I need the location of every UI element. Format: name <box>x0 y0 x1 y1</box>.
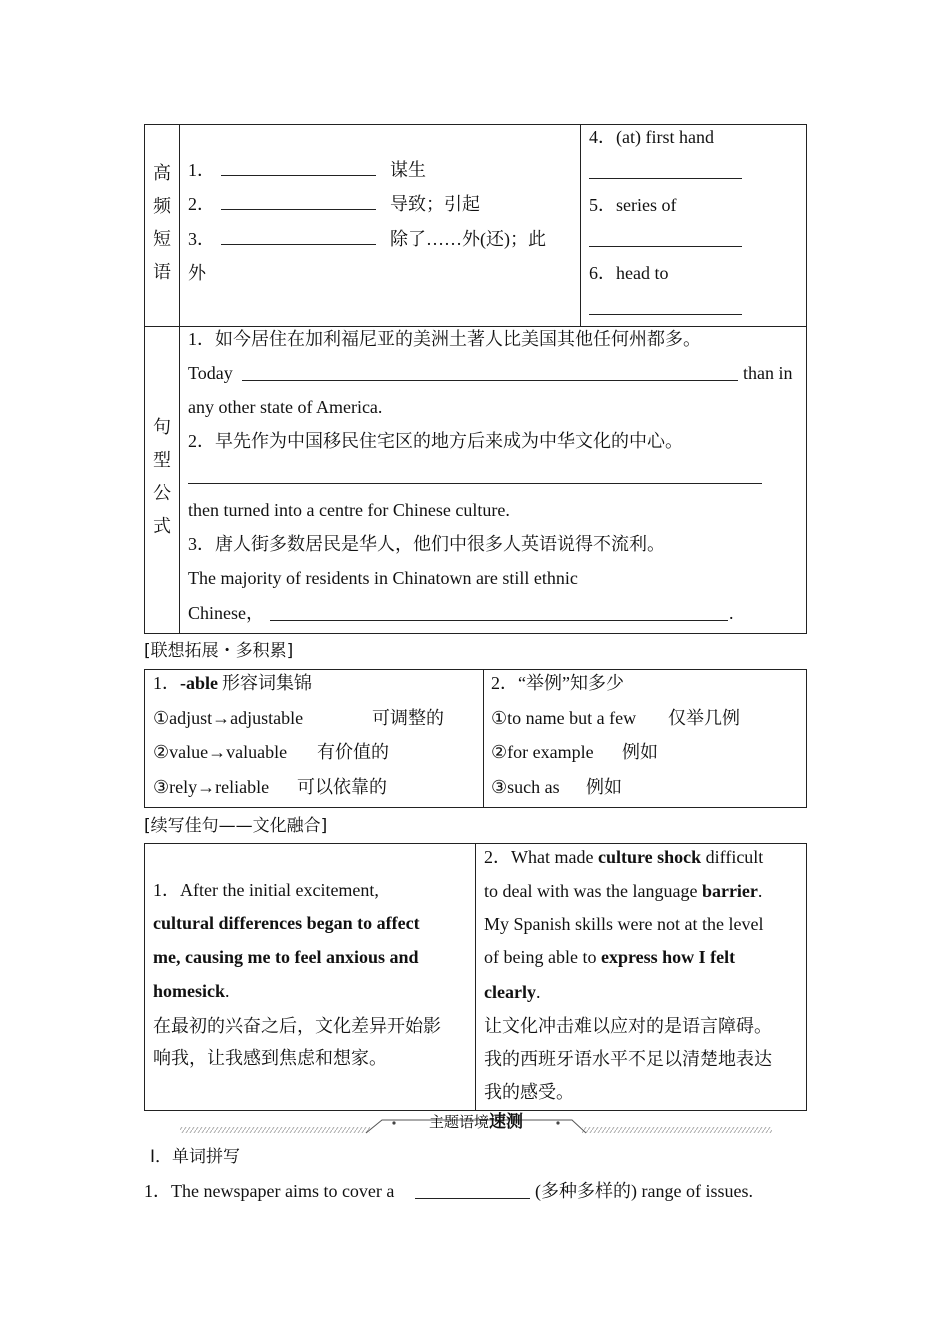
writing-2-chinese-1: 让文化冲击难以应对的是语言障碍。 <box>484 1016 772 1036</box>
phrase-item-3: 3． <box>188 228 376 250</box>
able-item-2-meaning: 有价值的 <box>317 742 389 762</box>
section-1-title: Ⅰ．单词拼写 <box>150 1147 241 1167</box>
answer-blank[interactable] <box>188 467 762 484</box>
table-divider <box>179 124 180 634</box>
sentences-side-label: 句 型 公 式 <box>153 417 171 536</box>
sentence-3-chinese: 3．唐人街多数居民是华人，他们中很多人英语说得不流利。 <box>188 534 665 554</box>
example-title: 2．“举例”知多少 <box>491 673 624 693</box>
answer-blank[interactable] <box>221 228 376 245</box>
writing-1-chinese-2: 响我，让我感到焦虑和想家。 <box>153 1048 387 1068</box>
example-item-2: ②for example <box>491 742 594 762</box>
question-1-end: (多种多样的) range of issues. <box>535 1181 753 1201</box>
phrase-item-4: 4．(at) first hand <box>589 127 714 147</box>
sentence-1-line2: any other state of America. <box>188 397 383 417</box>
phrase-item-6: 6．head to <box>589 263 669 283</box>
able-item-1: ①adjust→adjustable <box>153 708 304 728</box>
writing-1-line2: cultural differences began to affect <box>153 913 420 933</box>
answer-blank[interactable] <box>242 364 738 381</box>
writing-2-line4: of being able to express how I felt <box>484 947 736 967</box>
phrase-meaning-1: 谋生 <box>390 160 426 180</box>
writing-heading: [续写佳句——文化融合] <box>144 816 328 836</box>
able-item-1-meaning: 可调整的 <box>372 708 444 728</box>
answer-blank[interactable] <box>589 230 742 247</box>
writing-1-line1: 1．After the initial excitement, <box>153 880 379 900</box>
writing-2-line5: clearly. <box>484 982 541 1002</box>
expand-heading: [联想拓展・多积累] <box>144 641 294 661</box>
able-item-3: ③rely→reliable <box>153 777 270 797</box>
able-item-2: ②value→valuable <box>153 742 288 762</box>
phrase-meaning-3: 除了……外(还)；此 <box>390 229 546 249</box>
writing-2-chinese-3: 我的感受。 <box>484 1082 574 1102</box>
example-item-3: ③such as <box>491 777 560 797</box>
phrase-item-5: 5．series of <box>589 195 677 215</box>
question-1-start: 1．The newspaper aims to cover a <box>144 1181 395 1201</box>
sentence-3-end: . <box>729 603 734 623</box>
table-divider <box>483 669 484 808</box>
phrase-item-1: 1． <box>188 159 376 181</box>
phrase-meaning-3-wrap: 外 <box>188 263 206 283</box>
answer-blank[interactable] <box>270 604 728 621</box>
example-item-3-meaning: 例如 <box>586 777 622 797</box>
answer-blank[interactable] <box>589 298 742 315</box>
answer-blank[interactable] <box>221 159 376 176</box>
writing-1-line4: homesick. <box>153 981 230 1001</box>
sentence-2-chinese: 2．早先作为中国移民住宅区的地方后来成为中华文化的中心。 <box>188 431 683 451</box>
writing-2-line1: 2．What made culture shock difficult <box>484 847 764 867</box>
table-divider <box>144 326 807 327</box>
sentence-3-line2-start: Chinese， <box>188 603 264 623</box>
writing-2-line3: My Spanish skills were not at the level <box>484 914 764 934</box>
writing-2-line2: to deal with was the language barrier. <box>484 881 763 901</box>
phrase-meaning-2: 导致；引起 <box>390 194 480 214</box>
writing-1-line3: me, causing me to feel anxious and <box>153 947 419 967</box>
writing-2-chinese-2: 我的西班牙语水平不足以清楚地表达 <box>484 1049 772 1069</box>
example-item-2-meaning: 例如 <box>622 742 658 762</box>
example-item-1-meaning: 仅举几例 <box>668 708 740 728</box>
writing-1-chinese-1: 在最初的兴奋之后，文化差异开始影 <box>153 1016 441 1036</box>
sentence-1-start: Today <box>188 363 233 383</box>
phrases-side-label: 高 频 短 语 <box>153 163 171 282</box>
answer-blank[interactable] <box>415 1182 530 1199</box>
sentence-1-after-blank: than in <box>743 363 793 383</box>
banner-title: 主题语境速测 <box>428 1112 523 1132</box>
sentence-2-line2: then turned into a centre for Chinese culture. <box>188 500 510 520</box>
table-divider <box>475 843 476 1111</box>
sentence-3-line1: The majority of residents in Chinatown are still ethnic <box>188 568 578 588</box>
table-divider <box>580 124 581 326</box>
example-item-1: ①to name but a few <box>491 708 637 728</box>
answer-blank[interactable] <box>589 162 742 179</box>
able-title: 1．-able 形容词集锦 <box>153 673 312 693</box>
able-item-3-meaning: 可以依靠的 <box>297 777 387 797</box>
answer-blank[interactable] <box>221 193 376 210</box>
sentence-1-chinese: 1．如今居住在加利福尼亚的美洲土著人比美国其他任何州都多。 <box>188 329 701 349</box>
phrase-item-2: 2． <box>188 193 376 215</box>
quiz-banner <box>180 1112 772 1136</box>
